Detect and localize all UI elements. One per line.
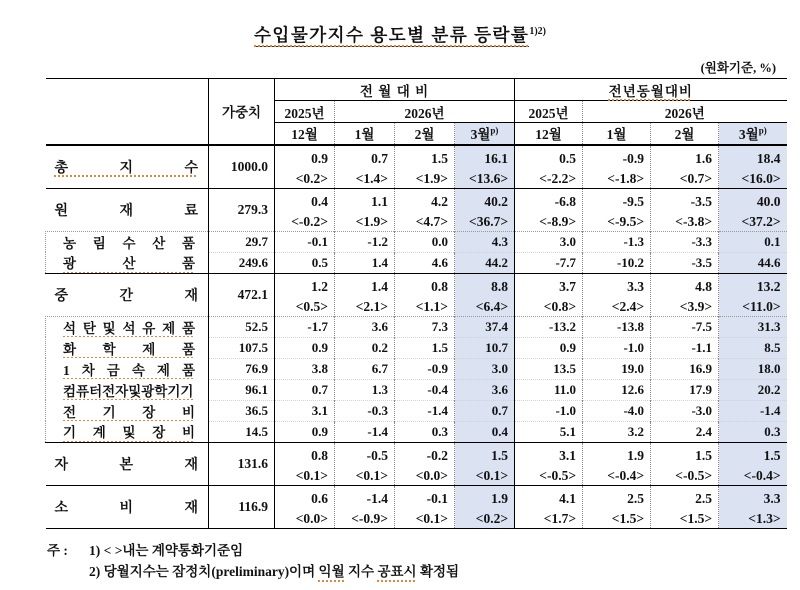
yoy-value: 1.5: [695, 447, 713, 463]
mom-value: 0.6: [311, 490, 328, 506]
yoy-value-cell: [515, 442, 583, 485]
row-label: [46, 273, 209, 316]
yoy-month-dec: 12월: [515, 123, 583, 145]
yoy-value-cell: -13.8: [583, 316, 651, 337]
mom-contract-value: <1.9>: [415, 170, 448, 186]
yoy-value-cell: [583, 188, 651, 231]
row-label: [46, 188, 209, 231]
yoy-value-cell: 17.9: [651, 379, 719, 400]
yoy-value-cell: [651, 485, 719, 528]
yoy-header: [515, 79, 787, 101]
mom-contract-value: <36.7>: [469, 213, 509, 229]
mom-value-cell: [335, 273, 395, 316]
yoy-contract-value: <1.5>: [679, 510, 713, 526]
row-label: [46, 252, 209, 273]
mom-value-cell: [275, 145, 335, 189]
weight-cell: 1000.0: [209, 145, 275, 189]
row-label-text: 중 간 재: [54, 288, 198, 304]
yoy-contract-value: <-1.8>: [607, 170, 645, 186]
yoy-month-mar: [719, 123, 787, 145]
yoy-contract-value: <3.9>: [679, 298, 713, 314]
yoy-value: 3.7: [559, 278, 577, 294]
table-row: [46, 358, 787, 379]
title-text: 수입물가지수 용도별 분류 등락률: [254, 25, 530, 45]
yoy-value-cell: [651, 188, 719, 231]
footnote-prefix-spacer: [47, 561, 89, 582]
mom-value-cell: 3.1: [275, 400, 335, 421]
row-label-text: 자 본 재: [54, 457, 198, 473]
yoy-value-cell: 3.0: [515, 231, 583, 252]
table-row: [46, 379, 787, 400]
yoy-value: -9.5: [622, 193, 645, 209]
yoy-value: 4.8: [695, 278, 713, 294]
footnote-2-part: 익월: [318, 564, 345, 579]
yoy-value-cell: -7.7: [515, 252, 583, 273]
row-label-text: 석 탄 및 석 유 제 품: [63, 320, 195, 336]
mom-value-cell: 44.2: [455, 252, 515, 273]
yoy-value: 3.3: [627, 278, 645, 294]
mom-value-cell: [395, 145, 455, 189]
mom-value-cell: [335, 442, 395, 485]
yoy-value-cell: [515, 188, 583, 231]
yoy-value-cell: 12.6: [583, 379, 651, 400]
weight-cell: 96.1: [209, 379, 275, 400]
mom-contract-value: <13.6>: [469, 170, 509, 186]
yoy-value: 40.0: [756, 193, 781, 209]
yoy-contract-value: <-9.5>: [607, 213, 645, 229]
weight-cell: 116.9: [209, 485, 275, 528]
mom-value-cell: [275, 442, 335, 485]
weight-cell: 29.7: [209, 231, 275, 252]
yoy-contract-value: <-8.9>: [539, 213, 577, 229]
weight-cell: 36.5: [209, 400, 275, 421]
yoy-value-cell: 0.9: [515, 337, 583, 358]
mom-value-cell: 0.3: [395, 421, 455, 442]
price-table: [45, 78, 787, 529]
yoy-header-text: 전년동월대비: [608, 83, 693, 99]
footnote-2-part: 확정됨: [416, 564, 460, 579]
yoy-value-cell: 44.6: [719, 252, 787, 273]
yoy-contract-value: <1.3>: [748, 510, 781, 526]
mom-value-cell: [455, 145, 515, 189]
yoy-value-cell: 31.3: [719, 316, 787, 337]
yoy-value-cell: 11.0: [515, 379, 583, 400]
yoy-value-cell: -1.3: [583, 231, 651, 252]
mom-value-cell: -0.3: [335, 400, 395, 421]
unit-note: (원화기준, %): [700, 61, 776, 75]
mom-value: -0.5: [366, 447, 388, 463]
yoy-month-feb: 2월: [651, 123, 719, 145]
mom-value-cell: 37.4: [455, 316, 515, 337]
row-label: [46, 400, 209, 421]
mom-value: 1.5: [431, 150, 448, 166]
yoy-value: 1.6: [695, 150, 713, 166]
mom-value-cell: -1.2: [335, 231, 395, 252]
row-label-text: 컴퓨터전자및광학기기: [63, 383, 194, 399]
row-label-text: 광 산 품: [63, 256, 195, 272]
mom-contract-value: <0.2>: [295, 170, 328, 186]
mom-value: 0.4: [311, 193, 328, 209]
mom-contract-value: <0.0>: [415, 467, 448, 483]
table-row: [46, 485, 787, 528]
footnote-2-part: 2) 당월지수는 잠정치(preliminary)이며: [89, 564, 319, 579]
yoy-value: 2.5: [627, 490, 645, 506]
row-label-text: 소 비 재: [54, 500, 198, 516]
yoy-value-cell: -1.0: [515, 400, 583, 421]
mom-contract-value: <1.9>: [355, 213, 388, 229]
weight-cell: 14.5: [209, 421, 275, 442]
yoy-contract-value: <-0.4>: [743, 467, 781, 483]
mom-value: 0.8: [311, 447, 328, 463]
weight-cell: 472.1: [209, 273, 275, 316]
mom-value-cell: 3.8: [275, 358, 335, 379]
yoy-contract-value: <-0.5>: [675, 467, 713, 483]
yoy-contract-value: <-0.4>: [607, 467, 645, 483]
mom-value: 1.5: [491, 447, 509, 463]
mom-value-cell: [275, 273, 335, 316]
footnotes: [47, 540, 459, 582]
yoy-value: -0.9: [622, 150, 645, 166]
mom-value-cell: 10.7: [455, 337, 515, 358]
mom-contract-value: <0.2>: [475, 510, 509, 526]
yoy-value-cell: [583, 442, 651, 485]
mom-value-cell: 0.7: [455, 400, 515, 421]
mom-value: 40.2: [484, 193, 509, 209]
weight-header: 가중치: [209, 79, 275, 145]
mom-value-cell: [275, 188, 335, 231]
mom-value-cell: -0.1: [275, 231, 335, 252]
row-label-text: 농 림 수 산 품: [63, 235, 195, 251]
row-label: [46, 485, 209, 528]
table-row: [46, 145, 787, 189]
yoy-value: 13.2: [756, 278, 781, 294]
row-label-text: 기 계 및 장 비: [63, 425, 195, 441]
corner-cell: [46, 79, 209, 145]
mom-value-cell: -1.7: [275, 316, 335, 337]
mom-value-cell: 1.3: [335, 379, 395, 400]
mom-value-cell: [395, 485, 455, 528]
yoy-value: 1.5: [763, 447, 781, 463]
yoy-value-cell: [651, 273, 719, 316]
row-label-text: 화 학 제 품: [63, 341, 195, 357]
mom-value-cell: [275, 485, 335, 528]
yoy-value-cell: 20.2: [719, 379, 787, 400]
weight-cell: 131.6: [209, 442, 275, 485]
page-title: [254, 22, 546, 47]
yoy-value-cell: 19.0: [583, 358, 651, 379]
mom-month-dec: 12월: [275, 123, 335, 145]
row-label-text: 총 지 수: [54, 160, 198, 176]
mom-value-cell: [455, 273, 515, 316]
mom-year-2025: 2025년: [275, 101, 335, 123]
mom-value-cell: -0.4: [395, 379, 455, 400]
mom-value-cell: [455, 485, 515, 528]
mom-value: -0.1: [426, 490, 448, 506]
table-row: [46, 188, 787, 231]
footnote-1-text: 1) < >내는 계약통화기준임: [89, 543, 244, 558]
mom-value-cell: -1.4: [395, 400, 455, 421]
mom-value-cell: [335, 485, 395, 528]
row-label: [46, 442, 209, 485]
table-row: [46, 316, 787, 337]
mom-contract-value: <6.4>: [475, 298, 509, 314]
mom-value-cell: [395, 442, 455, 485]
yoy-value-cell: [719, 485, 787, 528]
mom-value-cell: 0.7: [275, 379, 335, 400]
mom-value: 1.2: [311, 278, 328, 294]
yoy-value-cell: -3.3: [651, 231, 719, 252]
yoy-contract-value: <2.4>: [611, 298, 645, 314]
yoy-value-cell: 0.1: [719, 231, 787, 252]
yoy-month-mar-text: 3월: [738, 127, 759, 143]
yoy-contract-value: <37.2>: [741, 213, 781, 229]
table-row: [46, 273, 787, 316]
mom-value: 0.7: [371, 150, 388, 166]
weight-cell: 249.6: [209, 252, 275, 273]
yoy-value-cell: -7.5: [651, 316, 719, 337]
yoy-value-cell: [515, 273, 583, 316]
mom-value-cell: [395, 273, 455, 316]
mom-value-cell: 1.4: [335, 252, 395, 273]
mom-month-feb: 2월: [395, 123, 455, 145]
mom-value: 16.1: [484, 150, 509, 166]
yoy-value-cell: 0.3: [719, 421, 787, 442]
mom-value-cell: 0.0: [395, 231, 455, 252]
mom-contract-value: <1.4>: [355, 170, 388, 186]
mom-contract-value: <1.1>: [415, 298, 448, 314]
mom-value-cell: 7.3: [395, 316, 455, 337]
yoy-value: -3.5: [690, 193, 713, 209]
mom-value: 0.9: [311, 150, 328, 166]
mom-value-cell: 1.5: [395, 337, 455, 358]
mom-value-cell: [455, 188, 515, 231]
yoy-value-cell: 16.9: [651, 358, 719, 379]
yoy-contract-value: <1.7>: [543, 510, 577, 526]
mom-value: 8.8: [491, 278, 509, 294]
mom-value: 1.4: [371, 278, 388, 294]
mom-value-cell: 3.6: [335, 316, 395, 337]
yoy-value-cell: [719, 145, 787, 189]
yoy-value-cell: -1.4: [719, 400, 787, 421]
table-row: [46, 337, 787, 358]
yoy-month-jan: 1월: [583, 123, 651, 145]
yoy-value: -6.8: [554, 193, 577, 209]
table-body: [46, 145, 787, 529]
mom-contract-value: <4.7>: [415, 213, 448, 229]
mom-value: -1.4: [366, 490, 388, 506]
mom-contract-value: <-0.2>: [291, 213, 328, 229]
yoy-value-cell: [583, 485, 651, 528]
yoy-value: 1.9: [627, 447, 645, 463]
yoy-value-cell: -3.5: [651, 252, 719, 273]
yoy-value-cell: 5.1: [515, 421, 583, 442]
yoy-year-2026: 2026년: [583, 101, 787, 123]
yoy-value: 18.4: [756, 150, 781, 166]
mom-value-cell: 0.9: [275, 421, 335, 442]
mom-contract-value: <0.1>: [475, 467, 509, 483]
mom-year-2026: 2026년: [335, 101, 515, 123]
weight-cell: 279.3: [209, 188, 275, 231]
yoy-value-cell: -1.0: [583, 337, 651, 358]
row-label: [46, 316, 209, 337]
yoy-contract-value: <1.5>: [611, 510, 645, 526]
mom-contract-value: <-0.9>: [351, 510, 388, 526]
mom-value-cell: 4.3: [455, 231, 515, 252]
table-row: [46, 400, 787, 421]
mom-contract-value: <2.1>: [355, 298, 388, 314]
yoy-value-cell: 13.5: [515, 358, 583, 379]
yoy-value: 3.3: [763, 490, 781, 506]
yoy-year-2025: 2025년: [515, 101, 583, 123]
yoy-value-cell: [583, 145, 651, 189]
row-label: [46, 145, 209, 189]
mom-value-cell: [395, 188, 455, 231]
yoy-contract-value: <-0.5>: [539, 467, 577, 483]
mom-value-cell: -0.9: [395, 358, 455, 379]
yoy-value-cell: [651, 442, 719, 485]
table-row: [46, 252, 787, 273]
yoy-value-cell: -10.2: [583, 252, 651, 273]
yoy-value-cell: -1.1: [651, 337, 719, 358]
mom-value: -0.2: [426, 447, 448, 463]
header-row-sections: [46, 79, 787, 101]
weight-cell: 76.9: [209, 358, 275, 379]
yoy-value: 3.1: [559, 447, 577, 463]
mom-value-cell: [335, 188, 395, 231]
mom-value: 0.8: [431, 278, 448, 294]
yoy-value-cell: [651, 145, 719, 189]
yoy-value: 2.5: [695, 490, 713, 506]
yoy-value-cell: -13.2: [515, 316, 583, 337]
footnote-2: [47, 561, 459, 582]
table-row: [46, 442, 787, 485]
row-label: [46, 358, 209, 379]
mom-contract-value: <0.1>: [415, 510, 448, 526]
row-label: [46, 379, 209, 400]
title-footnote-marker: 1)2): [529, 26, 546, 38]
yoy-value-cell: 3.2: [583, 421, 651, 442]
yoy-contract-value: <-2.2>: [539, 170, 577, 186]
yoy-value-cell: -3.0: [651, 400, 719, 421]
mom-month-mar-text: 3월: [470, 127, 491, 143]
mom-value-cell: 4.6: [395, 252, 455, 273]
preliminary-marker: p): [758, 125, 767, 136]
mom-contract-value: <0.0>: [295, 510, 328, 526]
row-label: [46, 421, 209, 442]
yoy-contract-value: <0.8>: [543, 298, 577, 314]
yoy-value-cell: [719, 442, 787, 485]
mom-contract-value: <0.1>: [295, 467, 328, 483]
yoy-contract-value: <-3.8>: [675, 213, 713, 229]
row-label-text: 원 재 료: [54, 203, 198, 219]
mom-value: 1.1: [371, 193, 388, 209]
yoy-contract-value: <0.7>: [679, 170, 713, 186]
yoy-value: 4.1: [559, 490, 577, 506]
footnote-2-text: [89, 561, 459, 582]
mom-value-cell: [335, 145, 395, 189]
preliminary-marker: p): [490, 125, 499, 136]
table-row: [46, 421, 787, 442]
yoy-contract-value: <11.0>: [742, 298, 781, 314]
row-label-text: 전 기 장 비: [63, 404, 195, 420]
footnote-prefix: 주 :: [47, 543, 68, 558]
mom-value: 1.9: [491, 490, 509, 506]
mom-contract-value: <0.1>: [355, 467, 388, 483]
mom-value-cell: 0.4: [455, 421, 515, 442]
yoy-value-cell: 18.0: [719, 358, 787, 379]
weight-cell: 52.5: [209, 316, 275, 337]
mom-header: 전 월 대 비: [275, 79, 515, 101]
yoy-value-cell: [719, 188, 787, 231]
yoy-value-cell: -4.0: [583, 400, 651, 421]
mom-value-cell: 0.2: [335, 337, 395, 358]
yoy-value-cell: [719, 273, 787, 316]
yoy-value-cell: 8.5: [719, 337, 787, 358]
mom-value-cell: 3.6: [455, 379, 515, 400]
row-label: [46, 337, 209, 358]
mom-value-cell: -1.4: [335, 421, 395, 442]
mom-value-cell: 0.5: [275, 252, 335, 273]
mom-contract-value: <0.5>: [295, 298, 328, 314]
yoy-contract-value: <16.0>: [741, 170, 781, 186]
mom-value-cell: 0.9: [275, 337, 335, 358]
weight-cell: 107.5: [209, 337, 275, 358]
row-label-text: 1 차 금 속 제 품: [63, 362, 195, 378]
yoy-value-cell: 2.4: [651, 421, 719, 442]
mom-month-mar: [455, 123, 515, 145]
table-header: [46, 79, 787, 145]
footnote-2-part: 지수: [344, 564, 378, 579]
yoy-value: 0.5: [559, 150, 577, 166]
footnote-2-part: 공표시: [377, 564, 417, 579]
row-label: [46, 231, 209, 252]
yoy-value-cell: [515, 145, 583, 189]
table-row: [46, 231, 787, 252]
yoy-value-cell: [515, 485, 583, 528]
mom-value-cell: 3.0: [455, 358, 515, 379]
mom-value: 4.2: [431, 193, 448, 209]
mom-value-cell: 6.7: [335, 358, 395, 379]
footnote-1: [47, 540, 459, 561]
mom-month-jan: 1월: [335, 123, 395, 145]
mom-value-cell: [455, 442, 515, 485]
yoy-value-cell: [583, 273, 651, 316]
title-wrap: [0, 22, 800, 47]
